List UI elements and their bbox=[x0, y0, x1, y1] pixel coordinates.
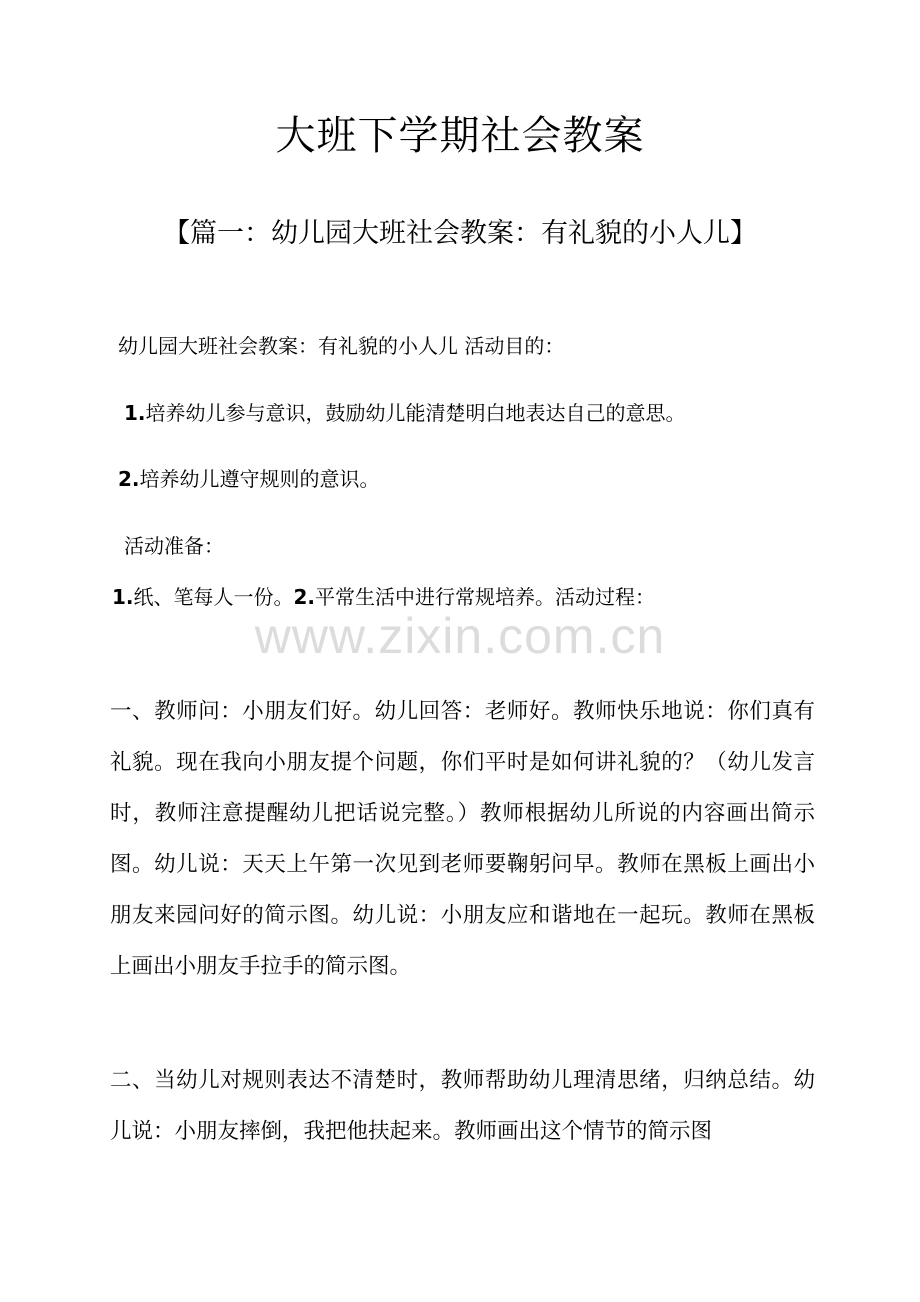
prep-item-2-text: 平常生活中进行常规培养。活动过程： bbox=[315, 585, 656, 609]
prep-item-2-number: 2. bbox=[293, 585, 316, 609]
goal-item-1-number: 1. bbox=[124, 401, 146, 425]
goal-item-1 bbox=[124, 397, 686, 429]
goal-item-2-text: 培养幼儿遵守规则的意识。 bbox=[139, 467, 380, 491]
intro-line: 幼儿园大班社会教案：有礼貌的小人儿 活动目的： bbox=[118, 334, 565, 358]
paragraph-2: 二、当幼儿对规则表达不清楚时，教师帮助幼儿理清思绪，归纳总结。幼儿说：小朋友摔倒，我把他扶起来。教师画出这个情节的简示图 bbox=[110, 1068, 815, 1144]
prep-item-1-number: 1. bbox=[112, 585, 134, 609]
goal-item-2 bbox=[118, 463, 380, 495]
watermark: www.zixin.com.cn bbox=[254, 608, 666, 664]
prep-heading: 活动准备： bbox=[124, 534, 224, 558]
document-title: 大班下学期社会教案 bbox=[275, 113, 645, 159]
document-subtitle: 【篇一：幼儿园大班社会教案：有礼貌的小人儿】 bbox=[163, 218, 757, 249]
prep-item-1-text: 纸、笔每人一份。 bbox=[133, 585, 294, 609]
goal-item-1-text: 培养幼儿参与意识，鼓励幼儿能清楚明白地表达自己的意思。 bbox=[145, 401, 686, 425]
paragraph-1: 一、教师问：小朋友们好。幼儿回答：老师好。教师快乐地说：你们真有礼貌。现在我向小朋友提个问题，你们平时是如何讲礼貌的？（幼儿发言时，教师注意提醒幼儿把话说完整。）教师根据幼儿所说的内容画出简示图。幼儿说：天天上午第一次见到老师要鞠躬问早。教师在黑板上画出小朋友来园问好的简示图。幼儿说：小朋友应和谐地在一起玩。教师在黑板上画出小朋友手拉手的简示图。 bbox=[110, 699, 815, 979]
goal-item-2-number: 2. bbox=[118, 467, 140, 491]
